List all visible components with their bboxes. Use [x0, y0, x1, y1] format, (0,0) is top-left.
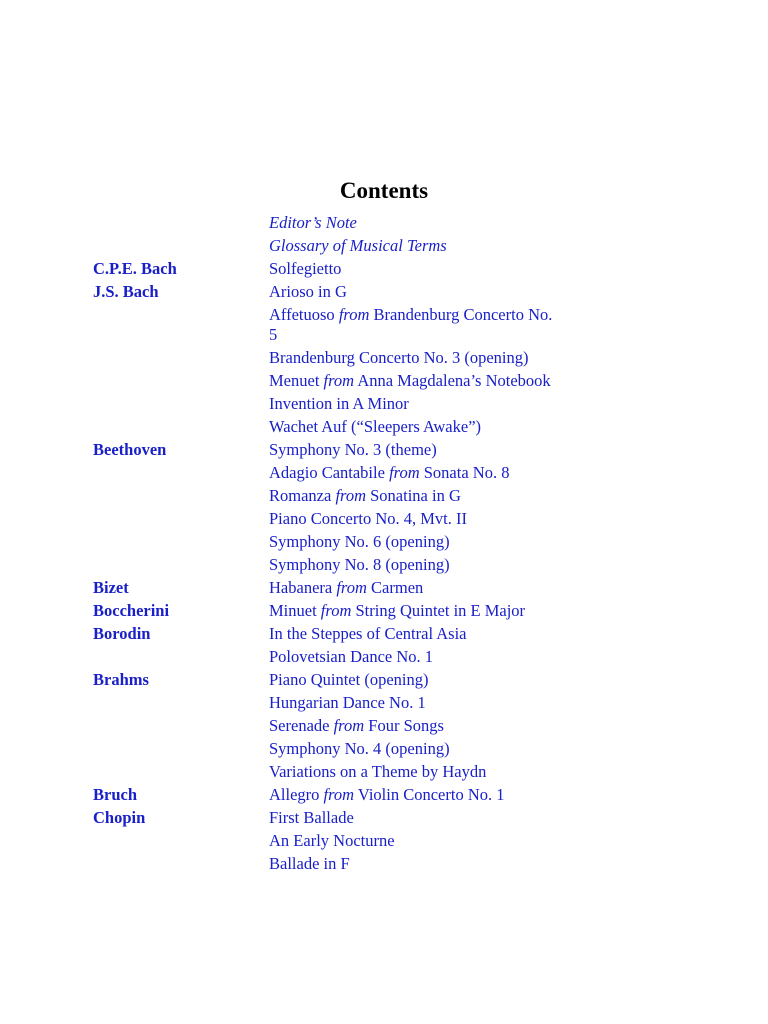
work-title-link[interactable]	[269, 599, 563, 622]
page-title: Contents	[339, 178, 429, 203]
work-title-link[interactable]	[269, 303, 563, 346]
from-word: from	[323, 370, 355, 390]
source-work: Brandenburg Concerto No. 5	[269, 304, 553, 344]
composer-name[interactable]: J.S. Bach	[93, 282, 159, 301]
from-word: from	[335, 485, 366, 505]
source-work: Sonata No. 8	[423, 462, 510, 482]
work-title-link[interactable]: Editor’s Note	[269, 212, 357, 232]
work-name: Adagio Cantabile	[269, 462, 385, 482]
composer-name[interactable]: Chopin	[93, 808, 146, 827]
work-title-link[interactable]	[269, 783, 563, 806]
work-title-link[interactable]: Symphony No. 4 (opening)	[269, 738, 450, 758]
work-name: Minuet	[269, 600, 317, 620]
source-work: Violin Concerto No. 1	[357, 784, 505, 804]
work-list	[269, 234, 563, 257]
work-title-link[interactable]	[269, 369, 563, 392]
composer-name[interactable]: Boccherini	[93, 601, 170, 620]
toc-entry	[93, 576, 563, 599]
work-title-link[interactable]: First Ballade	[269, 807, 354, 827]
work-list	[269, 622, 563, 668]
work-list	[269, 806, 563, 875]
source-work: Carmen	[371, 577, 424, 597]
toc-entry	[93, 257, 563, 280]
composer-name[interactable]: Brahms	[93, 670, 149, 689]
work-title-link[interactable]	[269, 484, 563, 507]
toc-entry	[93, 783, 563, 806]
work-name: Allegro	[269, 784, 320, 804]
source-work: Four Songs	[368, 715, 444, 735]
work-title-link[interactable]: In the Steppes of Central Asia	[269, 623, 467, 643]
work-title-link[interactable]: Brandenburg Concerto No. 3 (opening)	[269, 347, 529, 367]
toc-entry	[93, 668, 563, 783]
work-title-link[interactable]: Piano Quintet (opening)	[269, 669, 429, 689]
work-title-link[interactable]	[269, 461, 563, 484]
from-word: from	[333, 715, 365, 735]
source-work: String Quintet in E Major	[355, 600, 526, 620]
work-title-link[interactable]	[269, 714, 563, 737]
work-title-link[interactable]: Ballade in F	[269, 853, 350, 873]
toc-entry	[93, 280, 563, 438]
composer-name[interactable]: Bruch	[93, 785, 138, 804]
work-list	[269, 280, 563, 438]
from-word: from	[389, 462, 420, 482]
work-title-link[interactable]: Hungarian Dance No. 1	[269, 692, 426, 712]
composer-name[interactable]: C.P.E. Bach	[93, 259, 177, 278]
composer-name[interactable]: Bizet	[93, 578, 129, 597]
work-title-link[interactable]: Glossary of Musical Terms	[269, 235, 447, 255]
from-word: from	[336, 577, 367, 597]
work-list	[269, 576, 563, 599]
toc-entry	[93, 599, 563, 622]
composer-name[interactable]	[93, 211, 269, 234]
toc-entry	[93, 234, 563, 257]
work-title-link[interactable]: Arioso in G	[269, 281, 347, 301]
work-list	[269, 599, 563, 622]
toc-entry	[93, 438, 563, 576]
composer-name[interactable]	[93, 234, 269, 257]
work-list	[269, 257, 563, 280]
work-name: Affetuoso	[269, 304, 335, 324]
work-title-link[interactable]	[269, 576, 563, 599]
work-title-link[interactable]: Symphony No. 6 (opening)	[269, 531, 450, 551]
from-word: from	[323, 784, 355, 804]
source-work: Sonatina in G	[370, 485, 461, 505]
work-title-link[interactable]: Variations on a Theme by Haydn	[269, 761, 487, 781]
work-name: Habanera	[269, 577, 333, 597]
composer-name[interactable]: Beethoven	[93, 440, 167, 459]
toc-entry	[93, 622, 563, 668]
work-list	[269, 211, 563, 234]
composer-name[interactable]: Borodin	[93, 624, 151, 643]
from-word: from	[338, 304, 370, 324]
work-name: Romanza	[269, 485, 332, 505]
work-title-link[interactable]: Wachet Auf (“Sleepers Awake”)	[269, 416, 482, 436]
from-word: from	[320, 600, 352, 620]
work-name: Serenade	[269, 715, 330, 735]
work-title-link[interactable]: Invention in A Minor	[269, 393, 409, 413]
toc-entry	[93, 806, 563, 875]
work-title-link[interactable]: Piano Concerto No. 4, Mvt. II	[269, 508, 467, 528]
work-list	[269, 668, 563, 783]
table-of-contents	[93, 211, 563, 875]
work-name: Menuet	[269, 370, 320, 390]
work-title-link[interactable]: Symphony No. 8 (opening)	[269, 554, 450, 574]
source-work: Anna Magdalena’s Notebook	[357, 370, 551, 390]
work-title-link[interactable]: Solfegietto	[269, 258, 342, 278]
toc-entry	[93, 211, 563, 234]
work-title-link[interactable]: An Early Nocturne	[269, 830, 395, 850]
work-title-link[interactable]: Polovetsian Dance No. 1	[269, 646, 434, 666]
work-title-link[interactable]: Symphony No. 3 (theme)	[269, 439, 437, 459]
work-list	[269, 438, 563, 576]
work-list	[269, 783, 563, 806]
